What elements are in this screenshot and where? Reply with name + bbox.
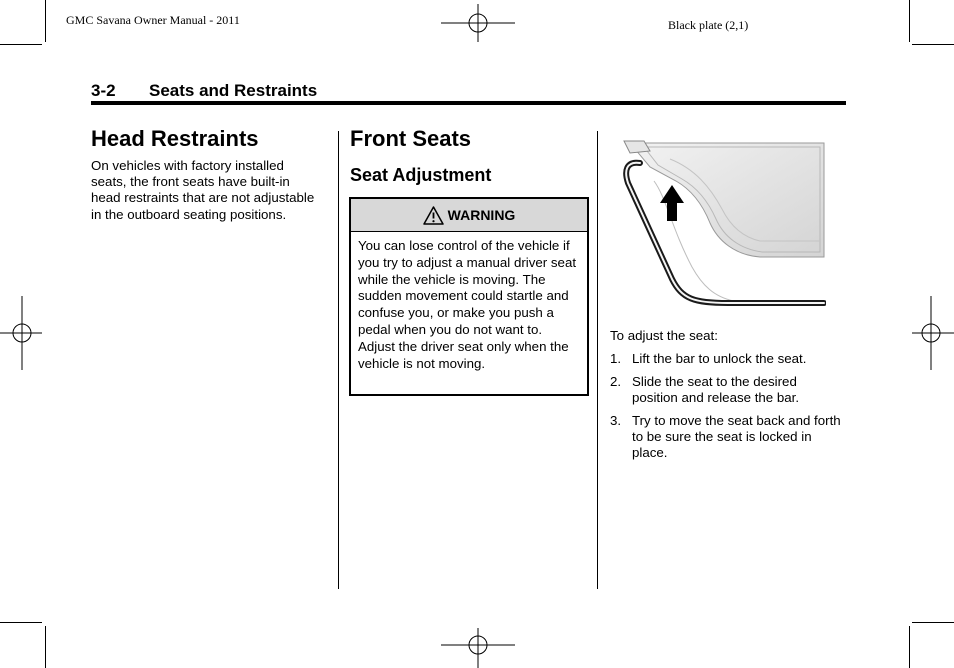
crop-mark — [0, 44, 42, 45]
step-number: 2. — [610, 373, 622, 389]
crop-mark — [912, 44, 954, 45]
step-number: 3. — [610, 412, 622, 428]
front-seats-heading: Front Seats — [350, 126, 472, 151]
head-restraints-heading: Head Restraints — [91, 126, 259, 151]
seat-illustration — [610, 137, 826, 309]
warning-triangle-icon — [423, 206, 444, 225]
adjust-intro: To adjust the seat: — [610, 328, 718, 343]
step-text: Slide the seat to the desired position and release the bar. — [632, 373, 800, 405]
list-item — [610, 413, 842, 462]
crop-mark — [909, 0, 910, 42]
registration-mark-icon — [441, 4, 515, 42]
section-title: Seats and Restraints — [149, 81, 318, 100]
up-arrow-icon — [660, 185, 684, 221]
column-divider — [338, 131, 339, 589]
warning-box — [349, 197, 589, 396]
crop-mark — [909, 626, 910, 668]
warning-header — [351, 199, 587, 232]
list-item — [610, 374, 842, 406]
step-text: Lift the bar to unlock the seat. — [632, 351, 807, 366]
list-item — [610, 351, 842, 367]
step-number: 1. — [610, 351, 622, 366]
warning-text: You can lose control of the vehicle if you try to adjust a manual driver seat while the vehicle is moving. The sudden movement could startle and confuse you, or make you push a pedal when you do not want to. Adjust the driver seat only when the vehicle is not moving. — [358, 238, 577, 371]
warning-label: WARNING — [447, 207, 516, 223]
adjust-steps — [610, 351, 842, 468]
registration-mark-icon — [0, 296, 42, 370]
registration-mark-icon — [912, 296, 954, 370]
crop-mark — [0, 622, 42, 623]
crop-mark — [45, 626, 46, 668]
seat-adjustment-heading: Seat Adjustment — [350, 165, 492, 185]
registration-mark-icon — [441, 628, 515, 668]
head-restraints-text: On vehicles with factory installed seats, the front seats have built-in head restraints that are not adjustable in the outboard seating positions. — [91, 158, 315, 222]
crop-mark — [45, 0, 46, 42]
manual-title: GMC Savana Owner Manual - 2011 — [66, 13, 240, 27]
crop-mark — [912, 622, 954, 623]
section-number: 3-2 — [91, 81, 116, 100]
plate-label: Black plate (2,1) — [668, 18, 749, 32]
section-rule — [91, 101, 846, 105]
column-divider — [597, 131, 598, 589]
step-text: Try to move the seat back and forth to be sure the seat is locked in place. — [632, 412, 841, 461]
